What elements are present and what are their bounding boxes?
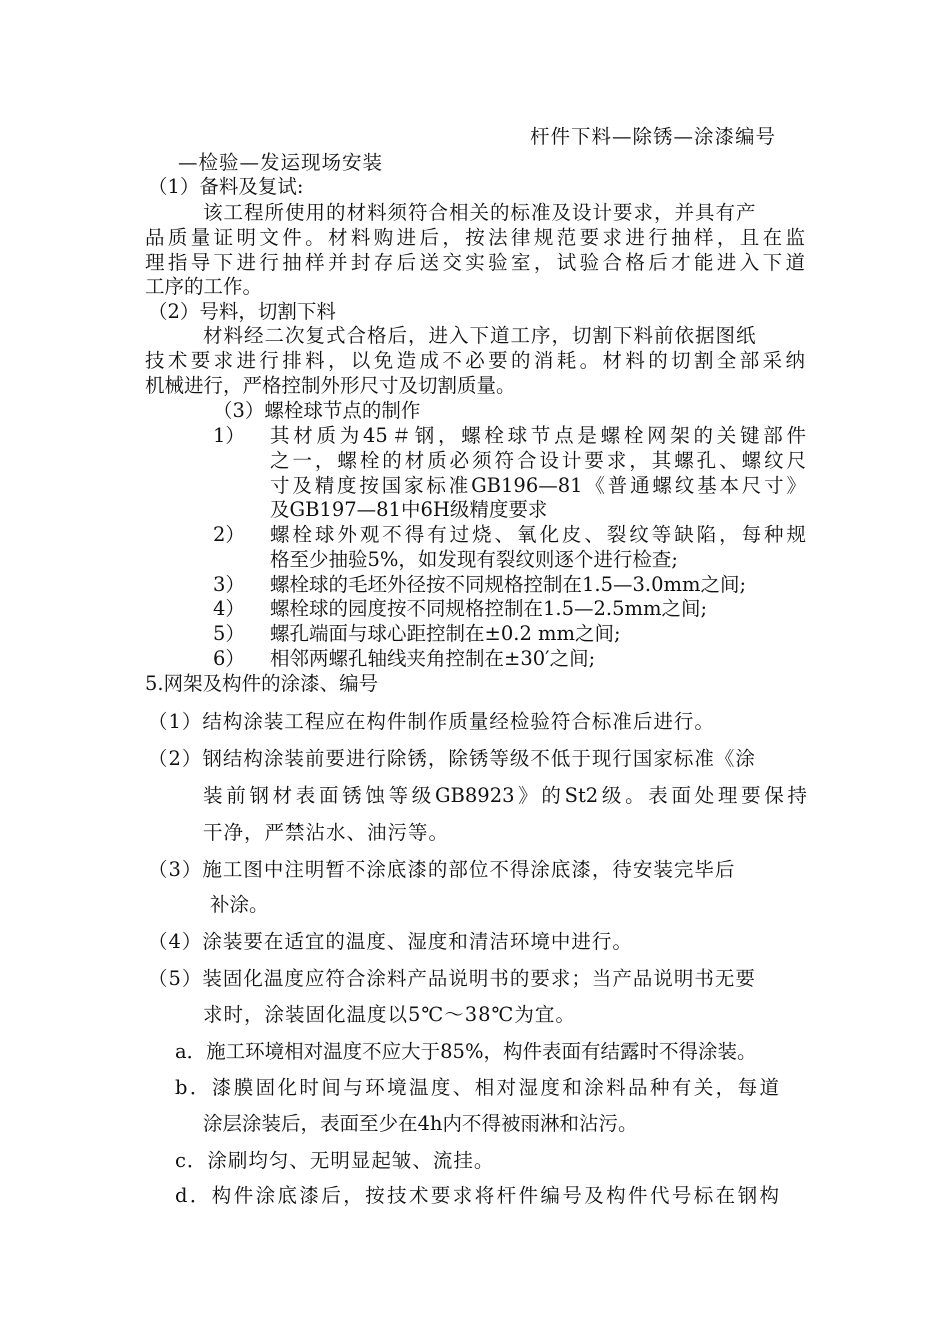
list-number: 6） <box>213 647 245 670</box>
list-item-line: 寸及精度按国家标准GB196—81《普通螺纹基本尺寸》 <box>270 474 806 497</box>
section-1-paragraph-line: 品质量证明文件。材料购进后，按法律规范要求进行抽样，且在监 <box>145 226 805 249</box>
section-1-title: （1）备料及复试: <box>148 175 304 198</box>
list-number: 3） <box>213 573 245 596</box>
list-item-line: 格至少抽验5%，如发现有裂纹则逐个进行检查; <box>270 548 679 571</box>
section-2-title: （2）号料，切割下料 <box>148 300 336 323</box>
list-number: 1） <box>213 424 245 447</box>
section-5-item: （2）钢结构涂装前要进行除锈，除锈等级不低于现行国家标准《涂 <box>148 747 756 770</box>
process-flow-header: 杆件下料—除锈—涂漆编号 <box>530 125 777 148</box>
section-2-paragraph-line: 机械进行，严格控制外形尺寸及切割质量。 <box>145 374 516 397</box>
section-5-item-continuation: 求时，涂装固化温度以5℃～38℃为宜。 <box>203 1003 576 1026</box>
list-number: 4） <box>213 597 245 620</box>
section-5-title: 5.网架及构件的涂漆、编号 <box>145 672 379 695</box>
section-1-paragraph-line: 工序的工作。 <box>145 275 263 298</box>
section-5-item: （1）结构涂装工程应在构件制作质量经检验符合标准后进行。 <box>148 710 715 733</box>
section-5-item: （3）施工图中注明暂不涂底漆的部位不得涂底漆，待安装完毕后 <box>148 858 736 881</box>
list-item-line: 其材质为45＃钢，螺栓球节点是螺栓网架的关键部件 <box>270 424 806 447</box>
list-number: 5） <box>213 622 245 645</box>
process-flow-continuation: —检验—发运现场安装 <box>178 151 384 174</box>
section-5-item: （4）涂装要在适宜的温度、湿度和清洁环境中进行。 <box>148 930 633 953</box>
sub-item-a: a．施工环境相对温度不应大于85%，构件表面有结露时不得涂装。 <box>175 1040 757 1063</box>
list-item-line: 及GB197—81中6H级精度要求 <box>270 498 548 521</box>
section-5-item-continuation: 干净，严禁沾水、油污等。 <box>203 821 450 844</box>
section-5-item: （5）装固化温度应符合涂料产品说明书的要求；当产品说明书无要 <box>148 967 756 990</box>
sub-item-b-continuation: 涂层涂装后，表面至少在4h内不得被雨淋和沾污。 <box>203 1112 638 1135</box>
section-3-title: （3）螺栓球节点的制作 <box>213 399 421 422</box>
section-1-paragraph-line: 该工程所使用的材料须符合相关的标准及设计要求，并具有产 <box>203 201 757 224</box>
list-item-line: 螺孔端面与球心距控制在±0.2 mm之间; <box>270 622 621 645</box>
section-2-paragraph-line: 技术要求进行排料，以免造成不必要的消耗。材料的切割全部采纳 <box>145 349 805 372</box>
list-item-line: 螺栓球外观不得有过烧、氧化皮、裂纹等缺陷，每种规 <box>270 523 806 546</box>
sub-item-b: b．漆膜固化时间与环境温度、相对湿度和涂料品种有关，每道 <box>175 1076 779 1099</box>
sub-item-c: c．涂刷均匀、无明显起皱、流挂。 <box>175 1149 495 1172</box>
list-item-line: 螺栓球的毛坯外径按不同规格控制在1.5—3.0mm之间; <box>270 573 747 596</box>
list-item-line: 相邻两螺孔轴线夹角控制在±30′之间; <box>270 647 596 670</box>
list-number: 2） <box>213 523 245 546</box>
list-item-line: 螺栓球的园度按不同规格控制在1.5—2.5mm之间; <box>270 597 708 620</box>
section-1-paragraph-line: 理指导下进行抽样并封存后送交实验室，试验合格后才能进入下道 <box>145 251 805 274</box>
sub-item-d: d．构件涂底漆后，按技术要求将杆件编号及构件代号标在钢构 <box>175 1184 779 1207</box>
section-5-item-continuation: 装前钢材表面锈蚀等级GB8923》的St2级。表面处理要保持 <box>203 784 807 807</box>
section-5-item-continuation: 补涂。 <box>210 893 269 916</box>
section-2-paragraph-line: 材料经二次复式合格后，进入下道工序，切割下料前依据图纸 <box>203 324 757 347</box>
list-item-line: 之一，螺栓的材质必须符合设计要求，其螺孔、螺纹尺 <box>270 449 806 472</box>
